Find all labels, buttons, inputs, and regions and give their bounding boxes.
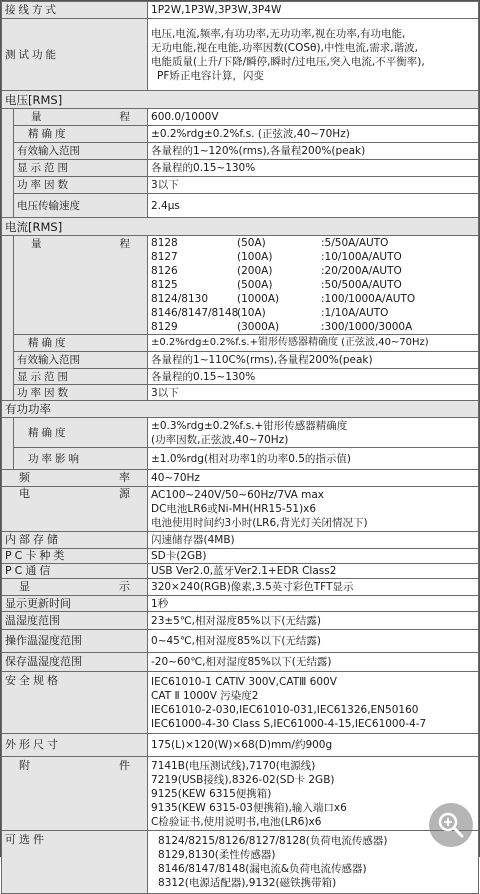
card-value: SD卡(2GB) [148,549,479,564]
row-storage [2,653,479,672]
voltage-input-value: 各量程的1~120%(rms),各量程200%(peak) [148,143,479,160]
row-wiring [2,2,479,19]
row-voltage-speed [2,194,479,218]
refresh-label: 显示更新时间 [2,596,148,612]
row-opt [2,831,479,894]
memory-label: 内部存储 [2,532,148,549]
refresh-value: 1秒 [148,596,479,612]
functions-value [148,19,479,91]
current-range-row: 8124/8130 (1000A) :100/1000A/AUTO [151,293,416,305]
voltage-display-label: 显示范围 [14,160,148,177]
functions-line: 电压,电流,频率,有功功率,无功功率,视在功率,有功电能, [151,27,406,40]
wiring-label: 接线方式 [2,2,148,19]
current-section-title: 电流[RMS] [2,218,479,236]
voltage-speed-value: 2.4μs [148,194,479,218]
voltage-range-value: 600.0/1000V [148,109,479,126]
voltage-input-label: 有效输入范围 [14,143,148,160]
row-screen [2,579,479,596]
dims-value: 175(L)×120(W)×68(D)mm/约900g [148,734,479,757]
current-input-value: 各量程的1~110C%(rms),各量程200%(peak) [148,352,479,369]
active-accuracy-label: 精确度 [14,418,148,448]
voltage-speed-label: 电压传输速度 [14,194,148,218]
acc-value: 7141B(电压测试线),7170(电源线) 7219(USB接线),8326-02(SD卡 2GB) 9125(KEW 6315便携箱) 9135(KEW 6315-03便携箱),输入端口x6 C检验证书,使用说明书,电池(LR6)x6 [148,757,479,831]
op-label: 操作温湿度范围 [2,630,148,653]
row-power [2,487,479,532]
row-safety [2,672,479,734]
comm-value: USB Ver2.0,蓝牙Ver2.1+EDR Class2 [148,564,479,579]
current-display-label: 显示范围 [14,369,148,385]
current-range-row: 8126 (200A) :20/200A/AUTO [151,265,402,277]
row-dims [2,734,479,757]
row-voltage-crest [2,177,479,194]
temp-value: 23±5℃,相对湿度85%以下(无结露) [148,612,479,630]
current-range-row: 8127 (100A) :10/100A/AUTO [151,251,402,263]
voltage-section [2,91,479,109]
functions-line: PF矫正电容计算，闪变 [157,69,264,82]
voltage-accuracy-label: 精确度 [14,126,148,143]
comm-label: PC通信 [2,564,148,579]
voltage-section-title: 电压[RMS] [2,91,479,109]
row-memory [2,532,479,549]
voltage-display-value: 各量程的0.15~130% [148,160,479,177]
row-current-display [2,369,479,385]
row-voltage-display [2,160,479,177]
row-comm [2,564,479,579]
active-section [2,401,479,418]
row-current-accuracy [2,335,479,352]
screen-value: 320×240(RGB)像素,3.5英寸彩色TFT显示 [148,579,479,596]
row-refresh [2,596,479,612]
active-pf-value: ±1.0%rdg(相对功率1的功率0.5的指示值) [148,448,479,470]
row-voltage-range [2,109,479,126]
spec-table [1,1,479,894]
current-display-value: 各量程的0.15~130% [148,369,479,385]
safety-label: 安全规格 [2,672,148,734]
voltage-range-label: 量 程 [14,109,148,126]
active-section-title: 有功功率 [2,401,479,418]
current-range-value [148,236,479,335]
row-acc [2,757,479,831]
current-range-label: 量 程 [14,236,148,335]
current-range-row: 8128 (50A) :5/50A/AUTO [151,237,389,249]
current-range-row: 8146/8147/8148 (10A) :1/10A/AUTO [151,307,389,319]
current-range-row: 8125 (500A) :50/500A/AUTO [151,279,402,291]
voltage-crest-label: 功率因数 [14,177,148,194]
voltage-accuracy-value: ±0.2%rdg±0.2%f.s. (正弦波,40~70Hz) [148,126,479,143]
row-voltage-accuracy [2,126,479,143]
current-crest-value: 3以下 [148,385,479,401]
opt-value: 8124/8215/8126/8127/8128(负荷电流传感器) 8129,8130(柔性传感器) 8146/8147/8148(漏电流&负荷电流传感器) 8312(电源适配器),9132(磁铁携带箱) [148,831,479,894]
storage-label: 保存温湿度范围 [2,653,148,672]
row-op [2,630,479,653]
row-frequency [2,470,479,487]
dims-label: 外形尺寸 [2,734,148,757]
wiring-value: 1P2W,1P3W,3P3W,3P4W [148,2,479,19]
row-current-crest [2,385,479,401]
current-crest-label: 功率因数 [14,385,148,401]
screen-label: 显 示 [2,579,148,596]
current-accuracy-value: ±0.2%rdg±0.2%f.s.+钳形传感器精确度 (正弦波,40~70Hz) [148,335,479,352]
current-range-row: 8129 (3000A) :300/1000/3000A [151,321,413,333]
frequency-label: 频 率 [2,470,148,487]
row-active-pf [2,448,479,470]
voltage-crest-value: 3以下 [148,177,479,194]
acc-label: 附 件 [2,757,148,831]
row-temp [2,612,479,630]
power-value: AC100~240V/50~60Hz/7VA max DC电池LR6或Ni-MH(HR15-51)x6 电池使用时间约3小时(LR6,背光灯关闭情况下) [148,487,479,532]
power-label: 电 源 [2,487,148,532]
functions-line: 无功电能,视在电能,功率因数(COSθ),中性电流,需求,谐波, [151,41,418,54]
row-active-accuracy [2,418,479,448]
row-functions [2,19,479,91]
zoom-in-icon[interactable] [429,803,473,847]
frequency-value: 40~70Hz [148,470,479,487]
row-voltage-input [2,143,479,160]
card-label: PC卡种类 [2,549,148,564]
temp-label: 温湿度范围 [2,612,148,630]
active-accuracy-value: ±0.3%rdg±0.2%f.s.+钳形传感器精确度 (功率因数,正弦波,40~70Hz) [148,418,479,448]
row-current-range [2,236,479,335]
row-card [2,549,479,564]
safety-value: IEC61010-1 CATⅣ 300V,CATⅢ 600V CAT Ⅱ 1000V 污染度2 IEC61010-2-030,IEC61010-031,IEC61326,EN50160 IEC61000-4-30 Class S,IEC61000-4-15,IEC61000-4-7 [148,672,479,734]
current-accuracy-label: 精确度 [14,335,148,352]
active-pf-label: 功率影响 [14,448,148,470]
current-section [2,218,479,236]
functions-label: 测试功能 [2,19,148,91]
functions-line: 电能质量(上升/下降/瞬停,瞬时/过电压,突入电流,不平衡率), [151,55,425,68]
storage-value: -20~60℃,相对湿度85%以下(无结露) [148,653,479,672]
memory-value: 闪速储存器(4MB) [148,532,479,549]
opt-label: 可选件 [2,831,148,894]
current-input-label: 有效输入范围 [14,352,148,369]
op-value: 0~45℃,相对湿度85%以下(无结露) [148,630,479,653]
row-current-input [2,352,479,369]
